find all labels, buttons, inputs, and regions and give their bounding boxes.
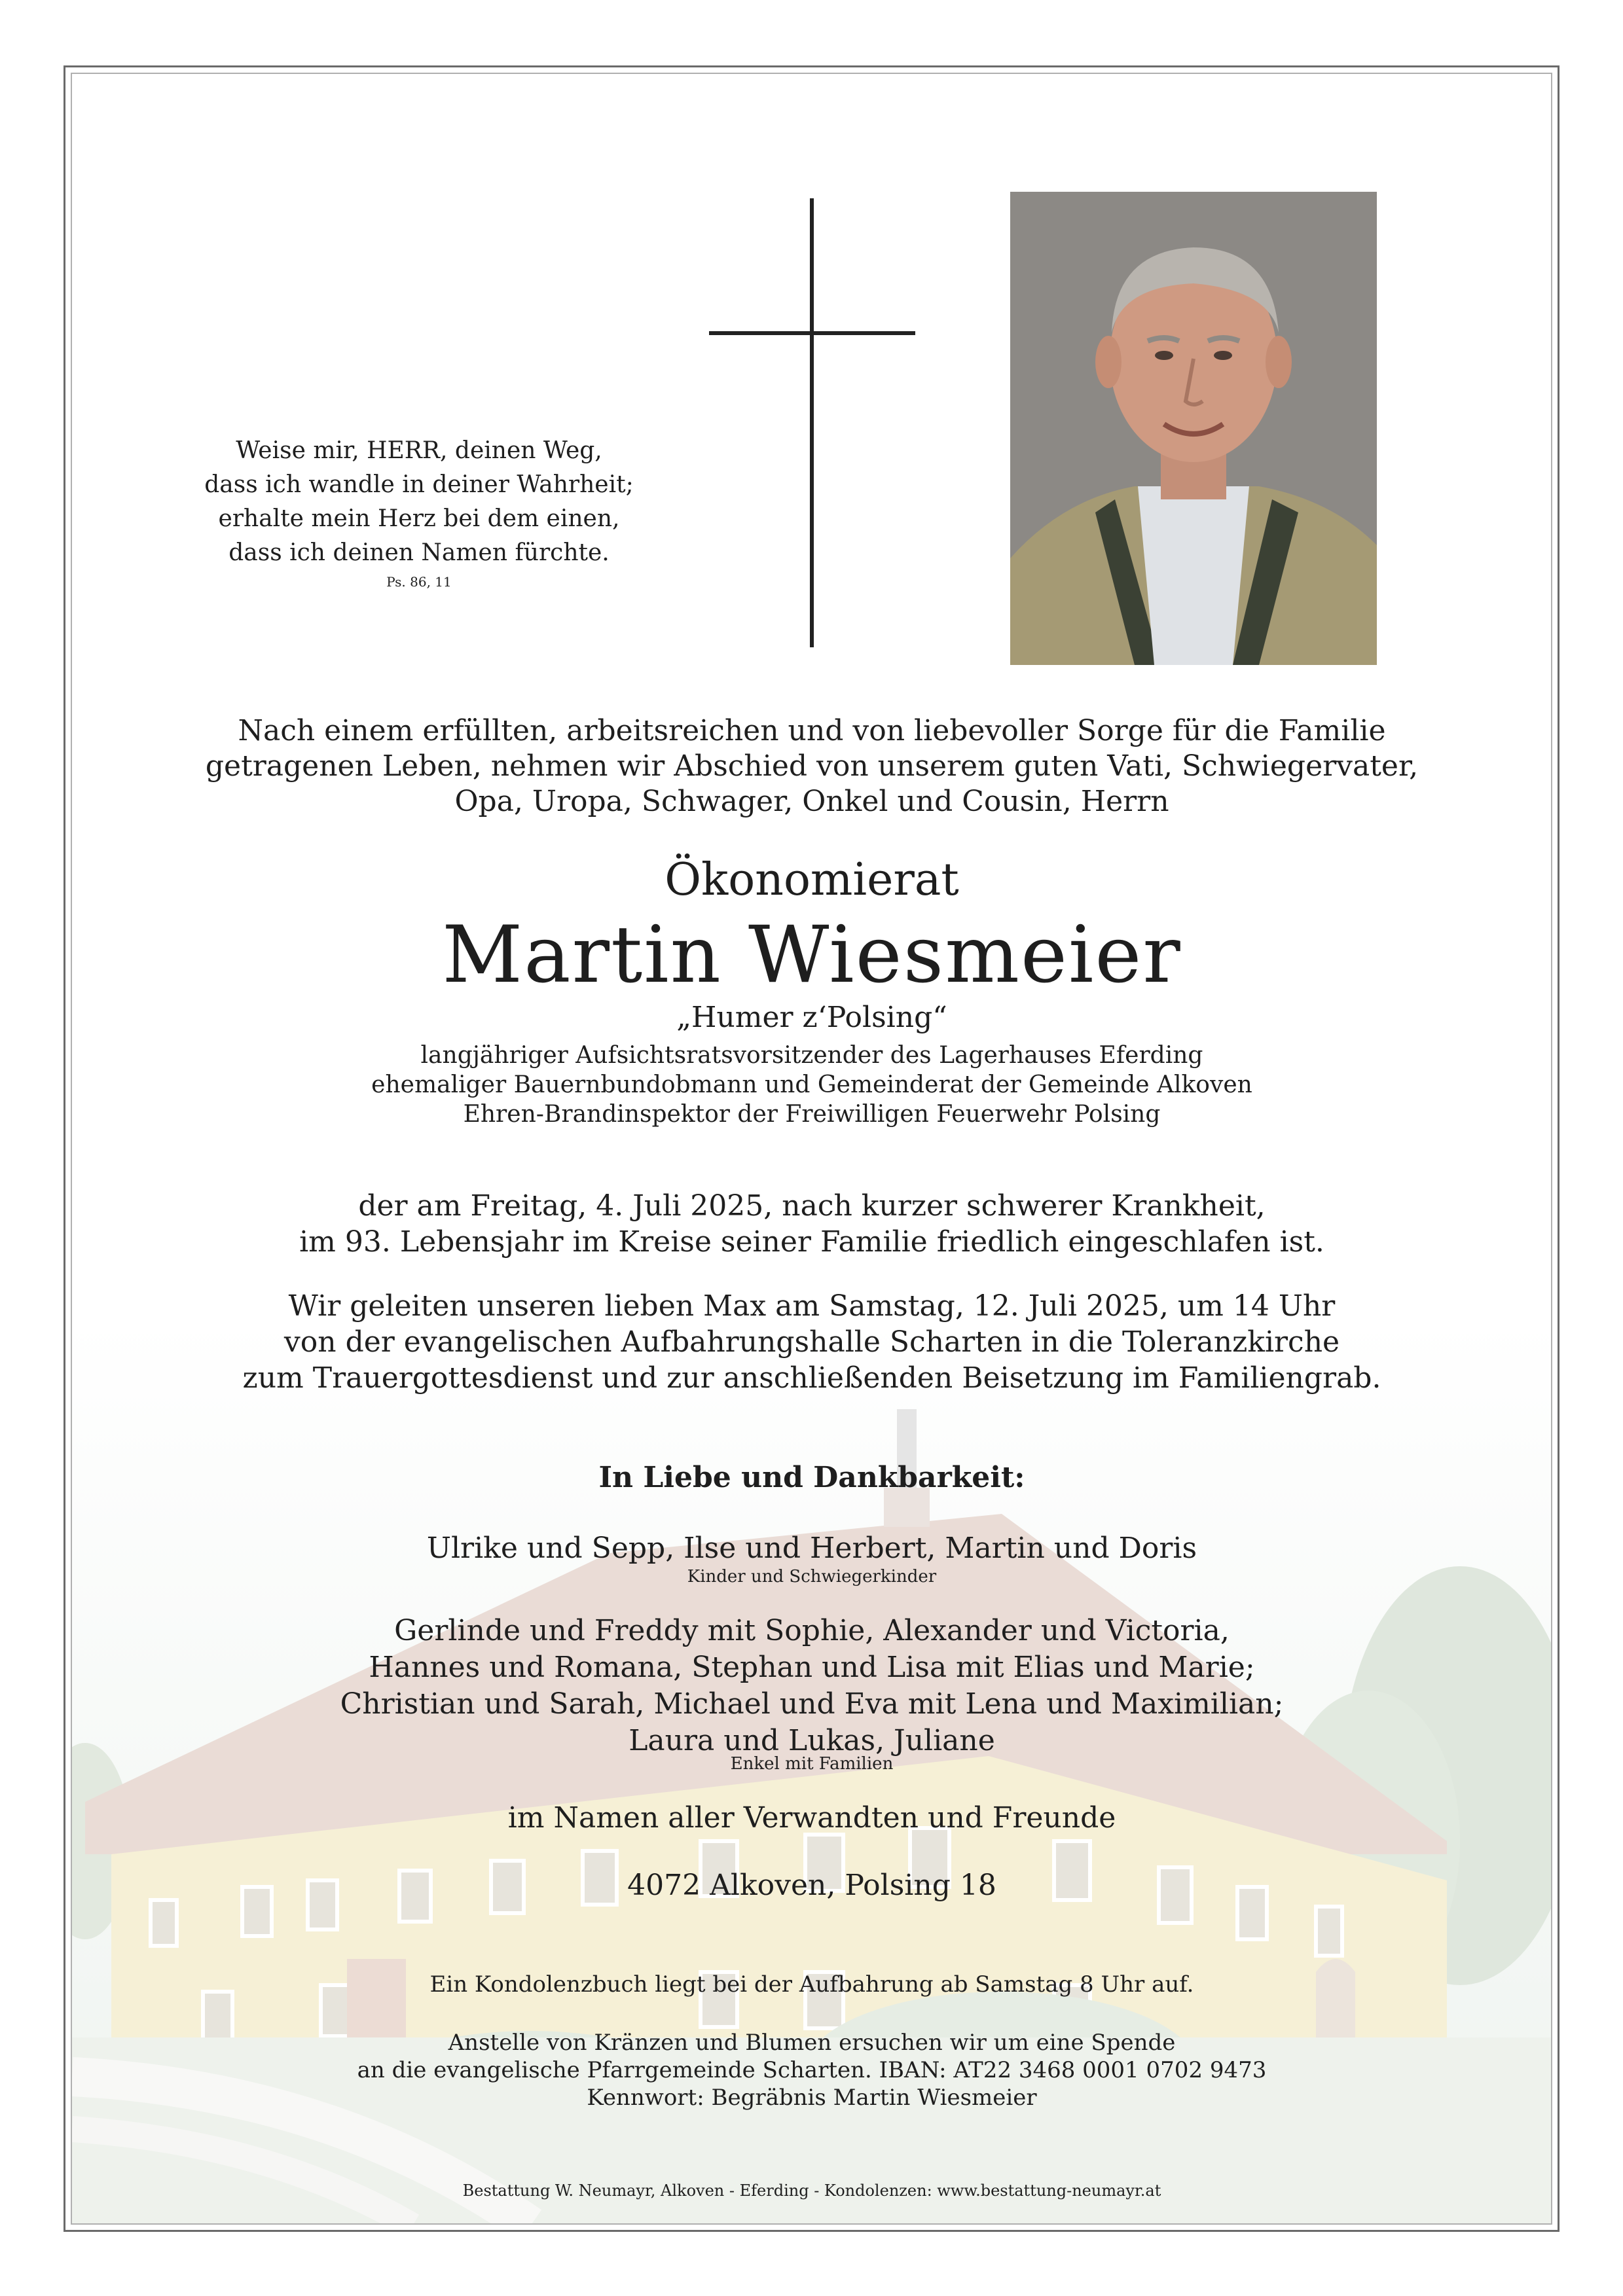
verse-reference: Ps. 86, 11	[386, 574, 452, 590]
death-notice	[118, 1188, 1506, 1260]
verse-line: dass ich deinen Namen fürchte.	[228, 539, 610, 566]
children-names: Ulrike und Sepp, Ilse und Herbert, Martin und Doris	[426, 1532, 1197, 1565]
deceased-name: Martin Wiesmeier	[442, 910, 1182, 1001]
grandchildren-names	[118, 1613, 1506, 1759]
deceased-title: Ökonomierat	[665, 854, 959, 906]
grandchildren-line: Gerlinde und Freddy mit Sophie, Alexander und Victoria,	[394, 1614, 1230, 1647]
funeral-line: Wir geleiten unseren lieben Max am Samstag, 12. Juli 2025, um 14 Uhr	[288, 1289, 1336, 1323]
cross-vertical-bar	[810, 198, 814, 647]
children-label: Kinder und Schwiegerkinder	[687, 1567, 937, 1587]
death-line: im 93. Lebensjahr im Kreise seiner Familie friedlich eingeschlafen ist.	[299, 1225, 1324, 1259]
mourners-heading: In Liebe und Dankbarkeit:	[598, 1461, 1025, 1494]
portrait-photo	[1010, 192, 1377, 665]
funeral-line: zum Trauergottesdienst und zur anschließenden Beisetzung im Familiengrab.	[242, 1361, 1381, 1395]
grandchildren-line: Hannes und Romana, Stephan und Lisa mit Elias und Marie;	[369, 1651, 1255, 1684]
funeral-line: von der evangelischen Aufbahrungshalle Scharten in die Toleranzkirche	[283, 1325, 1340, 1359]
grandchildren-label: Enkel mit Familien	[730, 1754, 894, 1774]
verse-line: Weise mir, HERR, deinen Weg,	[236, 437, 602, 464]
intro-text	[118, 713, 1506, 819]
grandchildren-line: Laura und Lukas, Juliane	[629, 1724, 995, 1757]
grandchildren-line: Christian und Sarah, Michael und Eva mit Lena und Maximilian;	[340, 1687, 1284, 1721]
donation-request	[118, 2029, 1506, 2111]
bible-verse	[151, 434, 687, 570]
verse-line: erhalte mein Herz bei dem einen,	[218, 505, 620, 532]
role-line: ehemaliger Bauernbundobmann und Gemeinderat der Gemeinde Alkoven	[371, 1071, 1252, 1098]
all-relatives-line: im Namen aller Verwandten und Freunde	[507, 1801, 1116, 1835]
cross-horizontal-bar	[709, 331, 915, 335]
deceased-roles	[118, 1041, 1506, 1129]
intro-line: Opa, Uropa, Schwager, Onkel und Cousin, Herrn	[454, 785, 1169, 818]
donation-line: an die evangelische Pfarrgemeinde Scharten. IBAN: AT22 3468 0001 0702 9473	[357, 2057, 1267, 2083]
death-line: der am Freitag, 4. Juli 2025, nach kurzer schwerer Krankheit,	[358, 1189, 1266, 1223]
donation-line: Kennwort: Begräbnis Martin Wiesmeier	[587, 2085, 1037, 2111]
deceased-nickname: „Humer z‘Polsing“	[676, 1001, 947, 1034]
funeral-details	[118, 1288, 1506, 1396]
role-line: langjähriger Aufsichtsratsvorsitzender des Lagerhauses Eferding	[420, 1042, 1203, 1069]
portrait-illustration	[1010, 192, 1377, 665]
verse-line: dass ich wandle in deiner Wahrheit;	[204, 471, 634, 498]
family-address: 4072 Alkoven, Polsing 18	[627, 1869, 996, 1902]
funeral-home-footer: Bestattung W. Neumayr, Alkoven - Eferding - Kondolenzen: www.bestattung-neumayr.at	[462, 2181, 1161, 2200]
intro-line: getragenen Leben, nehmen wir Abschied von unserem guten Vati, Schwiegervater,	[205, 749, 1419, 783]
role-line: Ehren-Brandinspektor der Freiwilligen Feuerwehr Polsing	[463, 1101, 1161, 1128]
donation-line: Anstelle von Kränzen und Blumen ersuchen wir um eine Spende	[448, 2030, 1176, 2056]
condolence-note: Ein Kondolenzbuch liegt bei der Aufbahrung ab Samstag 8 Uhr auf.	[429, 1971, 1194, 1998]
intro-line: Nach einem erfüllten, arbeitsreichen und von liebevoller Sorge für die Familie	[238, 714, 1386, 747]
